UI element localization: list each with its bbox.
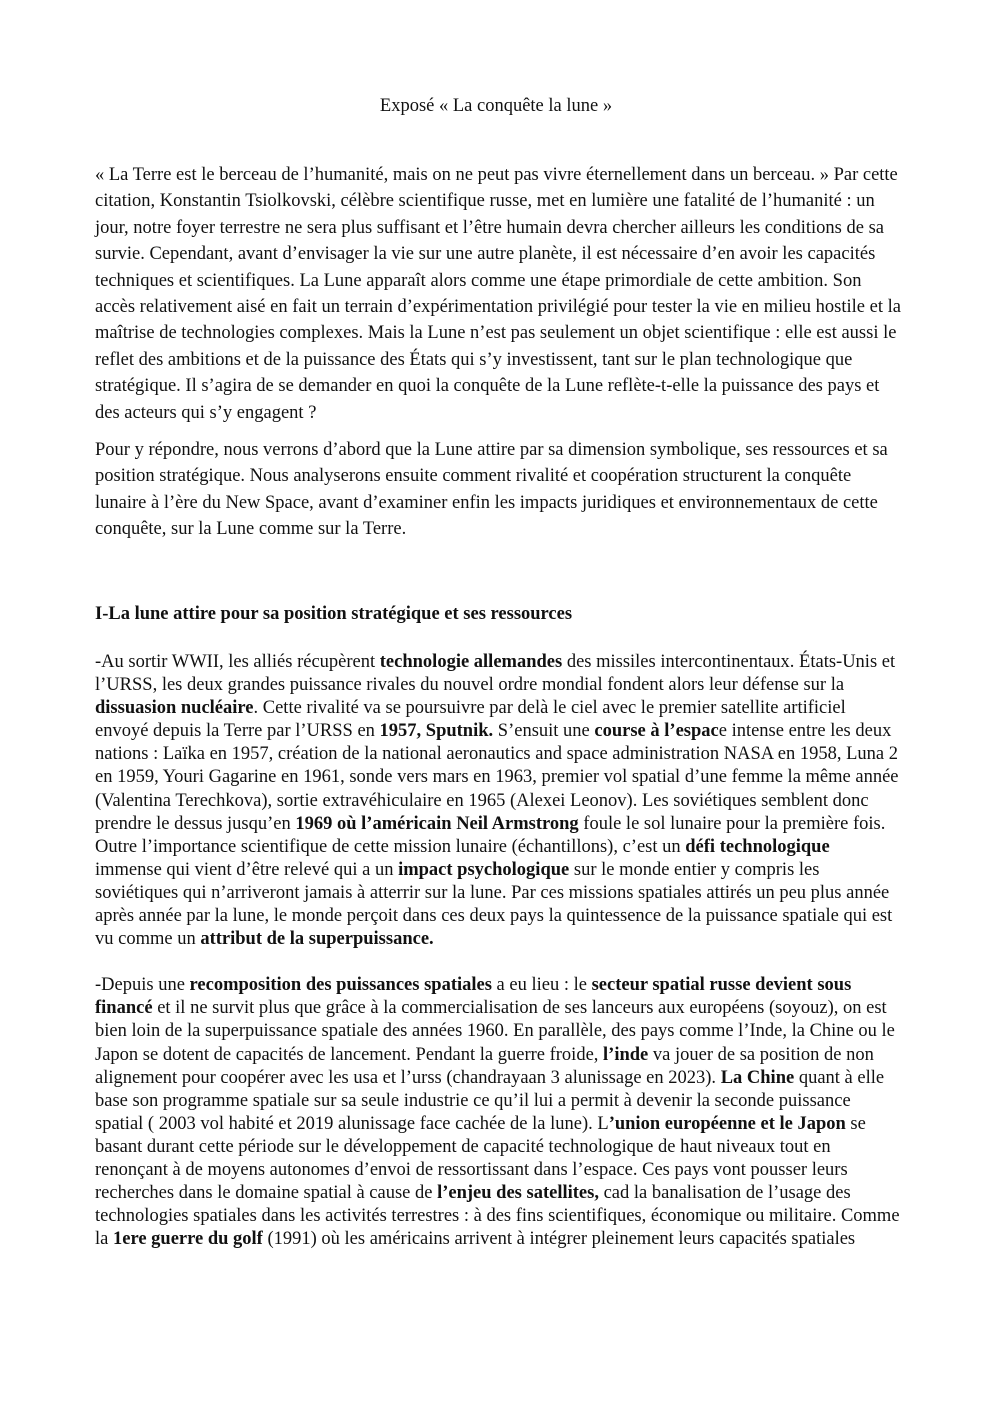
text-run: cad la banalisation de l’usage des technologies spatiales dans les activités terrestres : à des fins scientifiques, économique ou militaire. Comme la (95, 1183, 900, 1250)
bold-run: La Chine (720, 1067, 795, 1088)
text-run: des missiles intercontinentaux. États-Unis et l’URSS, les deux grandes puissance rivales du nouvel ordre mondial fondent alors leur défense sur la (95, 652, 896, 696)
text-run: se basant durant cette période sur le développement de capacité technologique de haut niveaux tout en renonçant à de moyens autonomes d’envoi de ressortissant dans l’espace. Ces pays vont pousser leurs recherches dans le domaine spatial à cause de (95, 1113, 866, 1204)
text-run: immense qui vient d’être relevé qui a un (95, 859, 399, 880)
section-body (95, 651, 901, 1274)
section-heading: I-La lune attire pour sa position stratégique et ses ressources (95, 604, 573, 624)
bold-run: 1969 où l’américain Neil Armstrong (295, 813, 579, 834)
text-run: -Depuis une (95, 975, 190, 996)
bold-run: ’union européenne et le Japon (608, 1113, 846, 1134)
text-run: foule le sol lunaire pour la première fois. Outre l’importance scientifique de cette mission lunaire (échantillons), c’est un (95, 813, 886, 857)
text-run: . Cette rivalité va se poursuivre par delà le ciel avec le premier satellite artificiel envoyé depuis la Terre par l’URSS en (95, 698, 846, 742)
document-title: Exposé « La conquête la lune » (379, 96, 613, 116)
body-paragraph-1 (95, 651, 901, 951)
bold-run: défi technologique (685, 836, 830, 857)
bold-run: l’enjeu des satellites, (437, 1183, 599, 1204)
bold-run: course à l’espac (594, 721, 719, 742)
text-run: (1991) où les américains arrivent à intégrer pleinement leurs capacités spatiales (262, 1229, 856, 1250)
bold-run: recomposition des puissances spatiales (189, 975, 492, 996)
bold-run: technologie allemandes (379, 652, 563, 672)
text-run: sur le monde entier y compris les soviétiques qui n’arriveront jamais à atterrir sur la lune. Par ces missions spatiales attirés un peu plus année après année par la lune, le monde perçoit dans ces deux pays la quintessence de la puissance spatiale qui est vu comme un (95, 859, 893, 950)
bold-run: 1957, Sputnik. (379, 721, 494, 742)
intro-paragraph-2: Pour y répondre, nous verrons d’abord que la Lune attire par sa dimension symbolique, ses ressources et sa position stratégique. Nous analyserons ensuite comment rivalité et coopération structurent la conquête lunaire à l’ère du New Space, avant d’examiner enfin les impacts juridiques et environnementaux de cette conquête, sur la Lune comme sur la Terre. (95, 440, 888, 540)
text-run: -Au sortir WWII, les alliés récupèrent (95, 652, 380, 672)
bold-run: 1ere guerre du golf (112, 1229, 263, 1250)
text-run: a eu lieu : le (491, 975, 592, 996)
intro-paragraph-1: « La Terre est le berceau de l’humanité, mais on ne peut pas vivre éternellement dans un berceau. » Par cette citation, Konstantin Tsiolkovski, célèbre scientifique russe, met en lumière une fatalité de l’humanité : un jour, notre foyer terrestre ne sera plus suffisant et l’être humain devra chercher ailleurs les conditions de sa survie. Cependant, avant d’envisager la vie sur une autre planète, il est nécessaire d’en avoir les capacités techniques et scientifiques. La Lune apparaît alors comme une étape primordiale de cette ambition. Son accès relativement aisé en fait un terrain d’expérimentation privilégié pour tester la vie en milieu hostile et la maîtrise de technologies complexes. Mais la Lune n’est pas seulement un objet scientifique : elle est aussi le reflet des ambitions et de la puissance des États qui s’y investissent, tant sur le plan technologique que stratégique. Il s’agira de se demander en quoi la conquête de la Lune reflète-t-elle la puissance des pays et des acteurs qui s’y engagent ? (95, 165, 901, 423)
bold-run: secteur spatial russe devient sous financé (95, 975, 852, 1019)
bold-run: l’inde (603, 1044, 649, 1065)
body-paragraph-2 (95, 974, 901, 1251)
text-run: e intense entre les deux nations : Laïka en 1957, création de la national aeronautics and space administration NASA en 1958, Luna 2 en 1959, Youri Gagarine en 1961, sonde vers mars en 1963, premier vol spatial d’une femme la même année (Valentina Terechkova), sortie extravéhiculaire en 1965 (Alexei Leonov). Les soviétiques semblent donc prendre le dessus jusqu’en (95, 721, 899, 834)
bold-run: dissuasion nucléaire (95, 698, 254, 719)
bold-run: impact psychologique (398, 859, 570, 880)
text-run: va jouer de sa position de non alignement pour coopérer avec les usa et l’urss (chandrayaan 3 alunissage en 2023). (95, 1044, 874, 1088)
bold-run: attribut de la superpuissance. (200, 929, 434, 950)
text-run: et il ne survit plus que grâce à la commercialisation de ses lanceurs aux européens (soyouz), on est bien loin de la superpuissance spatiale des années 1960. En parallèle, des pays comme l’Inde, la Chine ou le Japon se dotent de capacités de lancement. Pendant la guerre froide, (95, 998, 895, 1065)
introduction (95, 162, 901, 554)
text-run: S’ensuit une (493, 721, 595, 742)
text-run: quant à elle base son programme spatiale sur sa seule industrie ce qu’il lui a permit à devenir la seconde puissance spatial ( 2003 vol habité et 2019 alunissage face cachée de la lune). L (95, 1067, 885, 1134)
